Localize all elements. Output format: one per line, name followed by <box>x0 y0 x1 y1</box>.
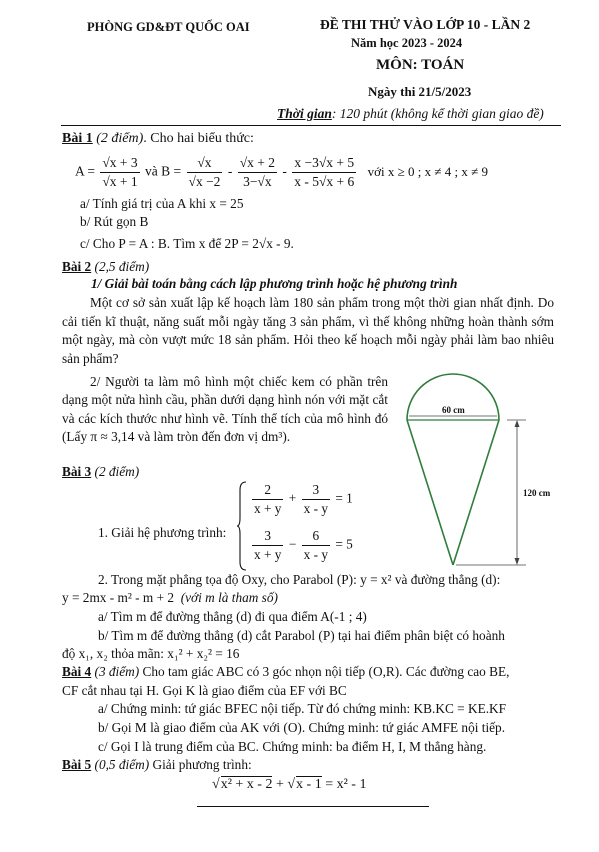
bai1-question-c: c/ Cho P = A : B. Tìm x để 2P = 2√x - 9. <box>80 236 294 251</box>
cone-right-edge <box>453 420 499 565</box>
bai2-title <box>62 259 149 275</box>
expr-b-label: và B = <box>145 163 182 179</box>
bai4-question-c: c/ Gọi I là trung điểm của BC. Chứng minh: ba điểm H, I, M thẳng hàng. <box>98 739 487 754</box>
cone-left-edge <box>407 420 453 565</box>
bai4-question-a: a/ Chứng minh: tứ giác BFEC nội tiếp. Từ đó chứng minh: KB.KC = KE.KF <box>98 701 507 716</box>
ice-cream-figure <box>390 365 570 575</box>
bai5-equation: √x² + x - 2 + √x - 1 = x² - 1 <box>212 777 367 792</box>
expr-a-fraction: $\frac{√x + 3}{√x + 1}$ <box>102 155 138 189</box>
expr-condition: với x ≥ 0 ; x ≠ 4 ; x ≠ 9 <box>367 163 488 179</box>
time-label: Thời gian <box>277 106 332 121</box>
bai3-points: (2 điểm) <box>91 464 140 479</box>
height-label: 120 cm <box>523 488 551 498</box>
subject-title: MÔN: TOÁN <box>376 57 465 73</box>
time-value: : 120 phút (không kể thời gian giao đề) <box>331 106 544 121</box>
bai5-heading: Bài 5 <box>62 757 92 772</box>
bai1-intro: . Cho hai biểu thức: <box>143 131 254 146</box>
bai2-part1-title: 1/ Giải bài toán bằng cách lập phương trình hoặc hệ phương trình <box>91 276 458 291</box>
bai3-question-1: 1. Giải hệ phương trình: <box>98 525 227 540</box>
height-arrow-up <box>515 420 520 427</box>
bai1-heading: Bài 1 <box>62 131 93 146</box>
exam-date: Ngày thi 21/5/2023 <box>368 84 472 99</box>
system-brace <box>236 480 248 572</box>
height-arrow-down <box>515 558 520 565</box>
bai2-points: (2,5 điểm) <box>91 259 150 274</box>
bai1-title <box>62 131 254 147</box>
school-year: Năm học 2023 - 2024 <box>351 36 463 50</box>
bai4-title <box>62 664 509 680</box>
bai4-heading: Bài 4 <box>62 664 92 679</box>
bai4-intro: Cho tam giác ABC có 3 góc nhọn nội tiếp (O,R). Các đường cao BE, <box>139 664 510 679</box>
expr-a-label: A = <box>75 163 95 179</box>
bai3-question-a: a/ Tìm m để đường thẳng (d) đi qua điểm A(-1 ; 4) <box>98 609 367 624</box>
bai4-points: (3 điểm) <box>91 664 140 679</box>
education-office: PHÒNG GD&ĐT QUỐC OAI <box>87 20 250 34</box>
header-divider <box>61 125 561 126</box>
bai3-question-2-line1: 2. Trong mặt phẳng tọa độ Oxy, cho Parabol (P): y = x² và đường thẳng (d): <box>98 572 501 587</box>
system-eq1: $\frac{2}{x + y}$ + $\frac{3}{x - y}$ = 1 <box>254 482 353 516</box>
bai5-title <box>62 757 252 773</box>
bai3-question-2-line2: y = 2mx - m² - m + 2 (với m là tham số) <box>62 590 278 605</box>
radical-2: x - 1 <box>296 777 322 792</box>
bai1-question-a: a/ Tính giá trị của A khi x = 25 <box>80 196 244 211</box>
bai4-question-b: b/ Gọi M là giao điểm của AK với (O). Chứng minh: tứ giác AMFE nội tiếp. <box>98 720 506 735</box>
bai3-question-b-line1: b/ Tìm m để đường thẳng (d) cắt Parabol (P) tại hai điểm phân biệt có hoành <box>98 628 505 643</box>
bai1-expressions: A = $\frac{√x + 3}{√x + 1}$ và B = $\frac{√x}{√x -2}$ - $\frac{√x + 2}{3-√x}$ - $\frac{x -3√x + 5}{x - 5√x + 6}$ với x ≥ 0 ; x ≠ 4 ; x ≠ 9 <box>75 155 488 189</box>
width-label: 60 cm <box>442 405 465 415</box>
system-eq2: $\frac{3}{x + y}$ − $\frac{6}{x - y}$ = 5 <box>254 528 353 562</box>
bai2-heading: Bài 2 <box>62 259 92 274</box>
bai3-title <box>62 464 139 480</box>
bai1-question-b: b/ Rút gọn B <box>80 214 149 229</box>
bai1-points: (2 điểm) <box>92 131 144 146</box>
exam-time <box>277 106 544 122</box>
bai2-part2-text: 2/ Người ta làm mô hình một chiếc kem có phần trên dạng một nửa hình cầu, phần dưới dạng hình nón với mặt cắt và các kích thước như hình vẽ. Tính thể tích của mô hình đó (Lấy π ≈ 3,14 và làm tròn đến đơn vị dm³). <box>62 374 388 444</box>
footer-divider <box>197 806 429 807</box>
radical-1: x² + x - 2 <box>220 777 273 792</box>
bai3-heading: Bài 3 <box>62 464 92 479</box>
expr-b-term2: $\frac{√x + 2}{3-√x}$ <box>239 155 275 189</box>
bai2-part1-text: Một cơ sở sản xuất lập kế hoạch làm 180 sản phẩm trong một thời gian nhất định. Do cải tiến kĩ thuật, năng suất mỗi ngày tăng 3 sản phẩm, vì thế không những hoàn thành sớm một ngày, mà còn vượt mức 18 sản phẩm. Hỏi theo kế hoạch mỗi ngày phải làm bao nhiêu sản phẩm? <box>62 295 554 367</box>
exam-title: ĐỀ THI THỬ VÀO LỚP 10 - LẦN 2 <box>320 17 531 32</box>
bai5-intro: Giải phương trình: <box>149 757 252 772</box>
bai4-intro-line2: CF cắt nhau tại H. Gọi K là giao điểm của EF với BC <box>62 683 347 698</box>
bai3-question-b-line2: độ x₁, x₂ thỏa mãn: x₁² + x₂² = 16 <box>62 646 240 661</box>
bai5-points: (0,5 điểm) <box>91 757 150 772</box>
expr-b-term1: $\frac{√x}{√x -2}$ <box>188 155 221 189</box>
expr-b-term3: $\frac{x -3√x + 5}{x - 5√x + 6}$ <box>294 155 355 189</box>
